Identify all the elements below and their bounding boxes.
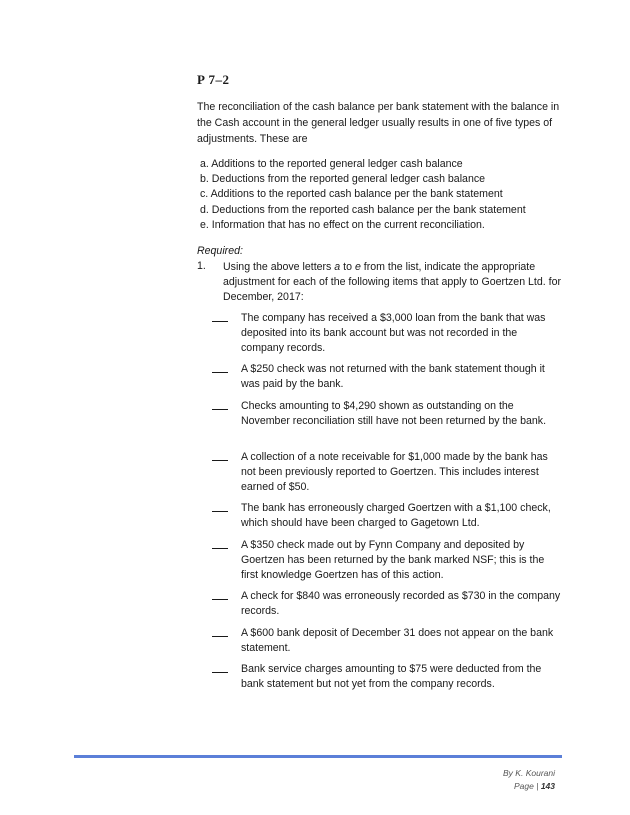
question-text-part: Using the above letters	[223, 261, 335, 273]
letter-e: e	[354, 261, 361, 273]
item-text: A $250 check was not returned with the bank statement though it was paid by the bank.	[241, 363, 545, 391]
item-text: The bank has erroneously charged Goertzen with a $1,100 check, which should have been charged to Gagetown Ltd.	[241, 502, 551, 530]
answer-blank[interactable]	[212, 372, 228, 373]
question-text-part: from the list, indicate the appropriate adjustment for each of the following items that apply to Goertzen Ltd. for December, 2017:	[223, 261, 562, 304]
answer-blank[interactable]	[212, 672, 228, 673]
question-text	[223, 260, 563, 306]
option-e: e. Information that has no effect on the current reconciliation.	[200, 218, 485, 231]
footer-divider	[74, 755, 562, 758]
item-text: A collection of a note receivable for $1,000 made by the bank has not been previously reported to Goertzen. This includes interest earned of $50.	[241, 451, 548, 494]
item-text: A $350 check made out by Fynn Company and deposited by Goertzen has been returned by the bank marked NSF; this is the first knowledge Goertzen has of this action.	[241, 539, 545, 582]
answer-blank[interactable]	[212, 511, 228, 512]
answer-blank[interactable]	[212, 636, 228, 637]
letter-a: a	[334, 261, 341, 273]
option-d: d. Deductions from the reported cash balance per the bank statement	[200, 203, 526, 216]
item-text: A $600 bank deposit of December 31 does not appear on the bank statement.	[241, 627, 554, 655]
footer-page	[514, 781, 555, 791]
option-b: b. Deductions from the reported general ledger cash balance	[200, 173, 486, 186]
item-text: Checks amounting to $4,290 shown as outstanding on the November reconciliation still have not been returned by the bank.	[241, 400, 547, 428]
problem-title: P 7–2	[197, 72, 230, 87]
item-text: The company has received a $3,000 loan from the bank that was deposited into its bank account but was not recorded in the company records.	[241, 312, 546, 355]
option-c: c. Additions to the reported cash balance per the bank statement	[200, 188, 503, 201]
question-number: 1.	[197, 260, 206, 272]
answer-blank[interactable]	[212, 599, 228, 600]
page-separator: |	[533, 781, 541, 791]
option-a: a. Additions to the reported general ledger cash balance	[200, 158, 463, 170]
answer-blank[interactable]	[212, 460, 228, 461]
adjustment-options-list	[200, 157, 565, 233]
page-number: 143	[540, 781, 555, 791]
answer-blank[interactable]	[212, 548, 228, 549]
page-label: Page	[514, 781, 534, 791]
required-label: Required:	[197, 245, 243, 257]
answer-blank[interactable]	[212, 409, 228, 410]
question-text-part: to	[340, 261, 355, 273]
intro-paragraph: The reconciliation of the cash balance per bank statement with the balance in the Cash account in the general ledger usually results in one of five types of adjustments. These are	[197, 101, 560, 145]
item-text: A check for $840 was erroneously recorded as $730 in the company records.	[241, 590, 561, 618]
item-text: Bank service charges amounting to $75 were deducted from the bank statement but not yet from the company records.	[241, 663, 542, 691]
footer-author: By K. Kourani	[503, 768, 555, 778]
answer-blank[interactable]	[212, 321, 228, 322]
